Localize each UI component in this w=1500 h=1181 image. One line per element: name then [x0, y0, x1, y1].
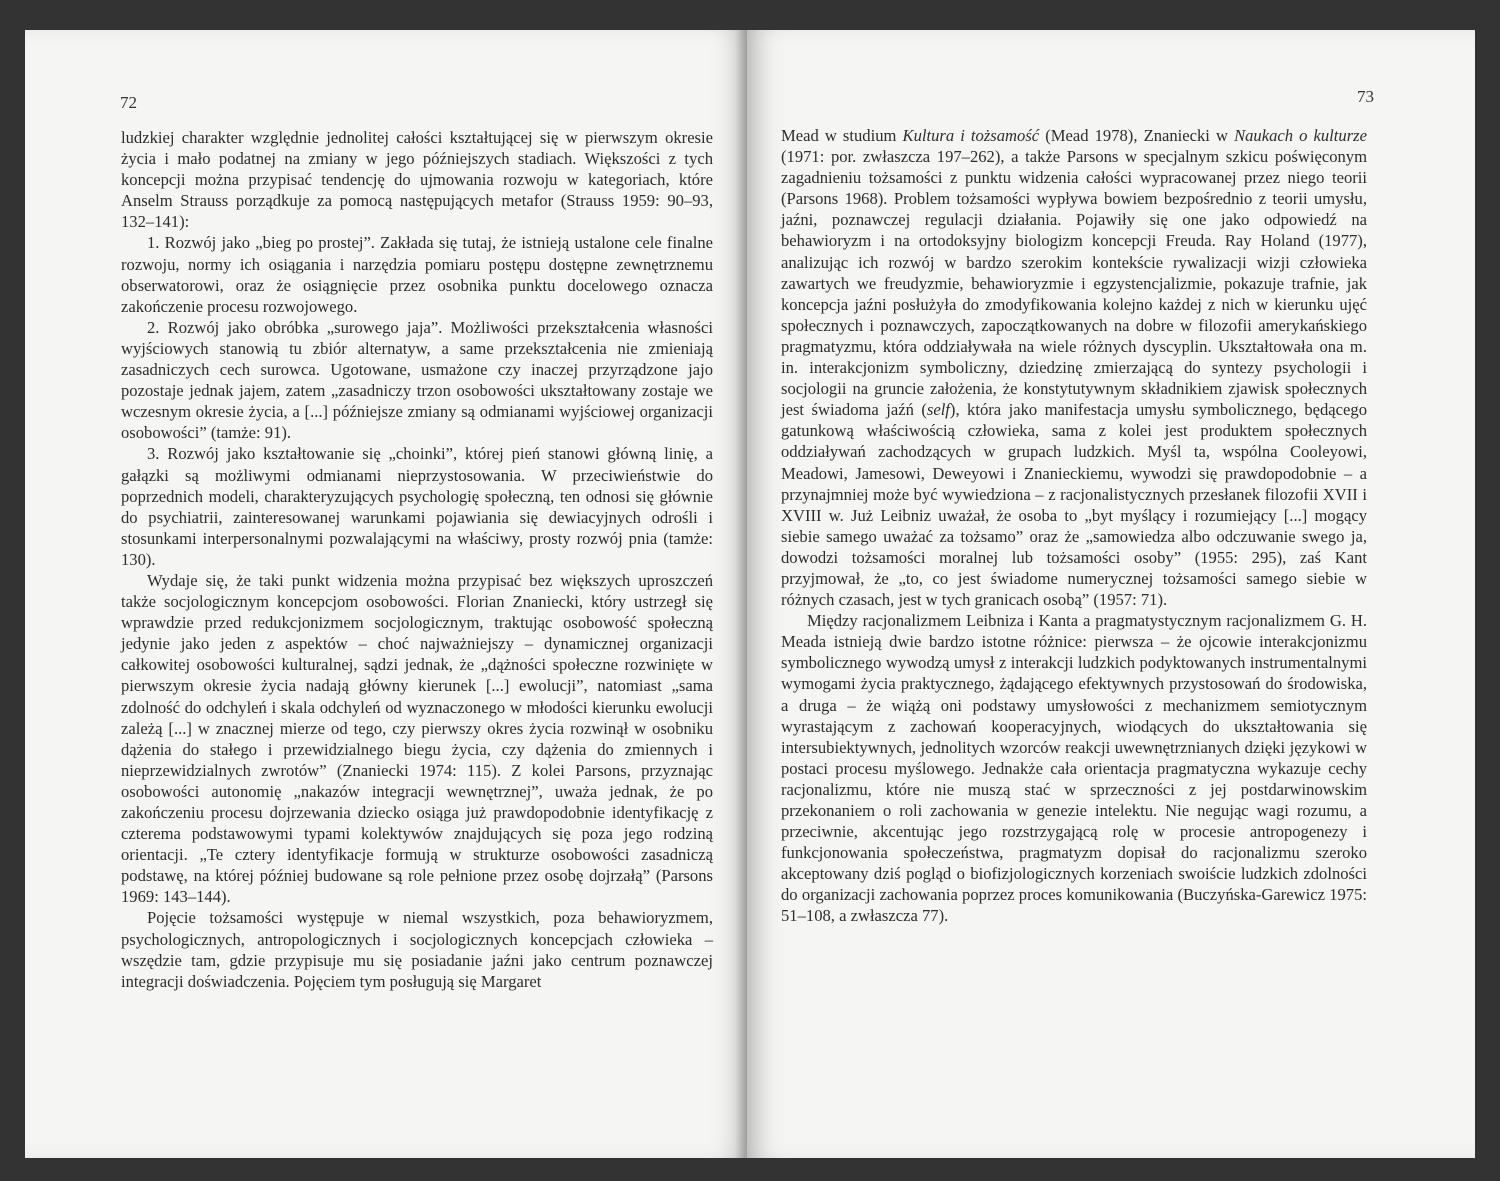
paragraph: Między racjonalizmem Leibniza i Kanta a pragmatystycznym racjonalizmem G. H. Meada istnieją dwie bardzo istotne różnice: pierwsza – że ojcowie interakcjonizmu symbolicznego wywodzą umysł z interakcji ludzkich podyktowanych instrumentalnymi wymogami życia praktycznego, żądającego efektywnych przystosowań do środowiska, a druga – że wiążą oni podstawy umysłowości z mechanizmem semiotycznym wyrastającym z zachowań kooperacyjnych, wiodących do ukształtowania się intersubiektywnych, jednolitych wzorców reakcji uwewnętrznianych dzięki językowi w postaci procesu myślowego. Jednakże cała orientacja pragmatyczna wykazuje cechy racjonalizmu, które nie muszą stać w sprzeczności z jej postdarwinowskim przekonaniem o roli zachowania w genezie intelektu. Nie negując wagi rozumu, a przeciwnie, akcentując jego rozstrzygającą rolę w procesie antropogenezy i funkcjonowania społeczeństwa, pragmatyzm dopisał do racjonalizmu szeroko akceptowany dziś pogląd o biofizjologicznych korzeniach swoiście ludzkich zdolności do organizacji zachowania poprzez proces komunikowania (Buczyńska-Garewicz 1975: 51–108, a zwłaszcza 77).: [781, 611, 1367, 926]
paragraph: Wydaje się, że taki punkt widzenia można przypisać bez większych uproszczeń także socjologicznym koncepcjom osobowości. Florian Znaniecki, który ustrzegł się wprawdzie przed redukcjonizmem socjologicznym, traktując osobowość społeczną jedynie jako jeden z aspektów – choć najważniejszy – dynamicznej organizacji całkowitej osobowości kulturalnej, sądzi jednak, że „dążności społeczne rozwinięte w pierwszym okresie życia nadają główny kierunek [...] ewolucji”, natomiast „sama zdolność do odchyleń i skala odchyleń od wyznaczonego w młodości kierunku ewolucji zależą [...] w znacznej mierze od tego, czy pierwszy okres życia rozwinął w osobniku dążenia do stałego i przewidzialnego biegu życia, czy dążenia do zmiennych i nieprzewidzialnych zwrotów” (Znaniecki 1974: 115). Z kolei Parsons, przyznając osobowości autonomię „nakazów integracji wewnętrznej”, uważa jednak, że po zakończeniu procesu dojrzewania dziecko osiąga już prawdopodobnie identyfikację z czterema podstawowymi typami kolektywów znajdujących się poza jego rodziną orientacji. „Te cztery identyfikacje formują w strukturze osobowości zasadniczą podstawę, na której później budowane są role pełnione przez osobę dojrzałą” (Parsons 1969: 143–144).: [121, 570, 713, 907]
text-run: (Mead 1978), Znaniecki w: [1039, 126, 1235, 145]
text-run: (1971: por. zwłaszcza 197–262), a także Parsons w specjalnym szkicu poświęconym zagadnieniu tożsamości z punktu widzenia całości wypracowanej przez niego teorii (Parsons 1968). Problem tożsamości wypływa bowiem bezpośrednio z teorii umysłu, jaźni, poznawczej regulacji działania. Pojawiły się one jako odpowiedź na behawioryzm i na ortodoksyjny biologizm koncepcji Freuda. Ray Holand (1977), analizując ich rozwój w bardzo szerokim kontekście rywalizacji wizji człowieka zawartych we freudyzmie, behawioryzmie i egzystencjalizmie, pokazuje trafnie, jak koncepcja jaźni posłużyła do zmodyfikowania kolejno każdej z nich w kierunku ujęć społecznych i poznawczych, zapoczątkowanych na dobre w filozofii amerykańskiego pragmatyzmu, która oddziaływała na wiele różnych dyscyplin. Ukształtowała ona m. in. interakcjonizm symboliczny, dziedzinę zmierzającą do syntezy psychologii i socjologii na gruncie założenia, że konstytutywnym składnikiem zjawisk społecznych jest świadoma jaźń (: [781, 147, 1367, 420]
text-run: Mead w studium: [781, 126, 903, 145]
paragraph: 1. Rozwój jako „bieg po prostej”. Zakłada się tutaj, że istnieją ustalone cele finalne rozwoju, normy ich osiągania i narzędzia pomiaru postępu dostępne zewnętrznemu obserwatorowi, oraz że osiągnięcie przez osobnika punktu docelowego oznacza zakończenie procesu rozwojowego.: [121, 233, 713, 316]
paragraph: 2. Rozwój jako obróbka „surowego jaja”. Możliwości przekształcenia własności wyjściowych stanowią tu zbiór alternatyw, a same przekształcenia nie zmieniają zasadniczych cech surowca. Ugotowane, usmażone czy inaczej przyrządzone jajo pozostaje jednak jajem, zatem „zasadniczy trzon osobowości ukształtowany zostaje we wczesnym okresie życia, a [...] późniejsze zmiany są odmianami wyjściowej organizacji osobowości” (tamże: 91).: [121, 317, 713, 443]
paragraph: [781, 125, 1367, 610]
paragraph: 3. Rozwój jako kształtowanie się „choinki”, której pień stanowi główną linię, a gałązki są możliwymi odmianami nieprzystosowania. W przeciwieństwie do poprzednich modeli, charakteryzujących psychologię społeczną, ten odnosi się głównie do psychiatrii, zainteresowanej warunkami pojawiania się dewiacyjnych odrośli i stosunkami interpersonalnymi pozwalającymi na właściwy, prosty rozwój pnia (tamże: 130).: [121, 444, 713, 569]
right-page: [747, 30, 1475, 1158]
paragraph: Pojęcie tożsamości występuje w niemal wszystkich, poza behawioryzmem, psychologicznych, antropologicznych i socjologicznych koncepcjach człowieka – wszędzie tam, gdzie przypisuje mu się posiadanie jaźni jako centrum poznawczej integracji doświadczenia. Pojęciem tym posługują się Margaret: [121, 908, 713, 991]
book-title: Naukach o kulturze: [1234, 126, 1367, 145]
page-number: 72: [120, 93, 137, 112]
left-page-text: [121, 127, 713, 992]
paragraph: ludzkiej charakter względnie jednolitej całości kształtującej się w pierwszym okresie życia i mało podatnej na zmiany w jego późniejszych stadiach. Większości z tych koncepcji można przypisać tendencję do ujmowania rozwoju w kategoriach, które Anselm Strauss porządkuje za pomocą następujących metafor (Strauss 1959: 90–93, 132–141):: [121, 128, 713, 232]
right-page-text: [781, 125, 1367, 927]
page-number: 73: [1357, 87, 1374, 106]
text-run: ), która jako manifestacja umysłu symbolicznego, będącego gatunkową właściwością człowieka, sama z kolei jest produktem społecznych oddziaływań zachodzących w grupach ludzkich. Myśl ta, wspólna Cooleyowi, Meadowi, Jamesowi, Deweyowi i Znanieckiemu, wywodzi się prawdopodobnie – a przynajmniej może być wywiedziona – z racjonalistycznych przesłanek filozofii XVII i XVIII w. Już Leibniz uważał, że osoba to „byt myślący i rozumiejący [...] mogący siebie samego uważać za tożsamo” oraz że „samowiedza albo odczuwanie swego ja, dowodzi tożsamości moralnej lub tożsamości osoby” (1955: 295), zaś Kant przyjmował, że „to, co jest świadome numerycznej tożsamości samego siebie w różnych czasach, jest w tych granicach osobą” (1957: 71).: [781, 400, 1367, 610]
left-page: [25, 30, 747, 1158]
book-title: Kultura i tożsamość: [902, 126, 1040, 145]
term: self: [926, 400, 950, 420]
